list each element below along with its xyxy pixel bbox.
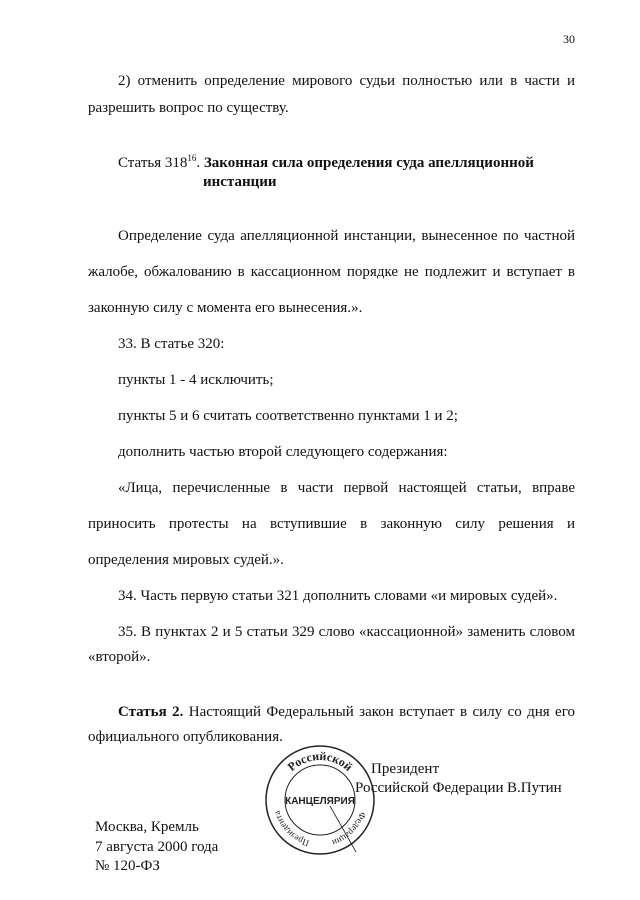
item-2-line-2: разрешить вопрос по существу.: [88, 100, 289, 116]
stamp-center-text: КАНЦЕЛЯРИЯ: [285, 796, 355, 807]
article-318-16-body-line-1: Определение суда апелляционной инстанции, вынесенное по частной: [118, 228, 575, 244]
item-33-line-3: дополнить частью второй следующего содержания:: [118, 444, 448, 460]
stamp-left-text: Президента: [271, 809, 311, 849]
item-33-quote-line-2: приносить протесты на вступившие в законную силу решения и: [88, 516, 575, 532]
item-35-line-2: «второй».: [88, 649, 151, 665]
stamp-top-text: Российской: [284, 748, 356, 774]
article-318-16-title-line-1: Законная сила определения суда апелляционной: [203, 155, 534, 171]
signing-place: Москва, Кремль: [95, 819, 199, 835]
article-318-16-prefix: Статья 318: [118, 155, 188, 171]
item-33-quote-line-3: определения мировых судей.».: [88, 552, 284, 568]
article-318-16-body-line-3: законную силу с момента его вынесения.».: [88, 300, 363, 316]
article-2-label: Статья 2.: [118, 704, 184, 720]
article-318-16-body-line-2: жалобе, обжалованию в кассационном порядке не подлежит и вступает в: [88, 264, 575, 280]
article-2-line-1: [118, 703, 575, 721]
signing-date: 7 августа 2000 года: [95, 839, 219, 855]
page-number: 30: [563, 32, 575, 46]
item-33-quote-line-1: «Лица, перечисленные в части первой настоящей статьи, вправе: [118, 480, 575, 496]
office-seal-stamp: [260, 740, 380, 860]
article-2-line-1-text: Настоящий Федеральный закон вступает в силу со дня его: [183, 704, 575, 720]
item-34-line-1: 34. Часть первую статьи 321 дополнить словами «и мировых судей».: [118, 588, 558, 604]
stamp-right-text: Федерации: [330, 810, 369, 849]
item-33-intro: 33. В статье 320:: [118, 336, 225, 352]
item-33-line-2: пункты 5 и 6 считать соответственно пунктами 1 и 2;: [118, 408, 458, 424]
article-2-line-2: официального опубликования.: [88, 729, 283, 745]
svg-text:Президента: [272, 810, 311, 849]
article-318-16-superscript: 16: [187, 153, 197, 163]
signature-name: В.Путин: [507, 780, 562, 796]
article-318-16-heading: Статья $318^{16}$. Законная сила определения суда апелляционной: [118, 153, 534, 171]
item-35-line-1: 35. В пунктах 2 и 5 статьи 329 слово «кассационной» заменить словом: [118, 624, 575, 640]
item-2-line-1: 2) отменить определение мирового судьи полностью или в части и: [118, 73, 575, 89]
signature-title-line-1: Президент: [371, 761, 439, 777]
law-number: № 120-ФЗ: [95, 858, 160, 874]
article-318-16-title-line-2: инстанции: [203, 174, 277, 190]
item-33-line-1: пункты 1 - 4 исключить;: [118, 372, 274, 388]
signature-title-line-2: Российской Федерации: [355, 780, 504, 796]
